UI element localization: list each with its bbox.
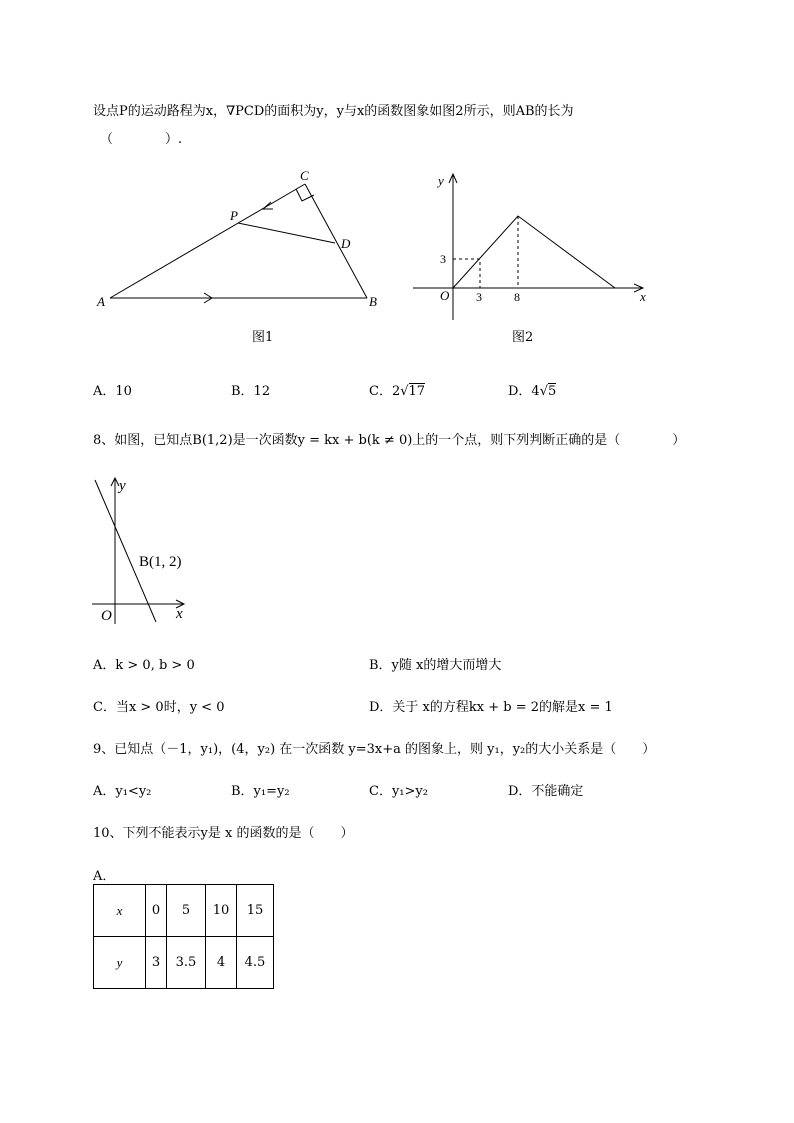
q7-stem-line1: 设点P的运动路程为x，∇PCD的面积为y，y与x的函数图象如图2所示，则AB的长为 (93, 104, 574, 119)
table-cell: 5 (167, 885, 206, 937)
sqrt-sign: √ (400, 384, 409, 399)
table-cell: 3 (146, 937, 167, 989)
segment-pd (238, 223, 335, 243)
figure-1 (95, 168, 395, 348)
q10-stem: 10、下列不能表示y是 x 的函数的是（ ） (93, 826, 354, 841)
q8-option-d: D．关于 x的方程kx + b = 2的解是x = 1 (369, 700, 613, 715)
fig2-axis-y: y (438, 173, 444, 188)
segment-ac (110, 184, 305, 298)
q10-table (93, 884, 274, 989)
q8-axis-x: x (176, 606, 183, 622)
q9-option-c: C．y₁>y₂ (369, 784, 428, 799)
table-cell: y (94, 937, 146, 989)
table-cell: 15 (237, 885, 274, 937)
q9-option-b: B．y₁=y₂ (231, 784, 290, 799)
label-p: P (230, 208, 238, 223)
q7-stem-line2: （ ）. (100, 132, 183, 147)
q7-option-c-radicand: 17 (408, 384, 426, 399)
label-d: D (341, 236, 351, 251)
q9-stem: 9、已知点（－1，y₁)，(4，y₂) 在一次函数 y=3x+a 的图象上，则 y₁，y₂的大小关系是（ ） (93, 742, 656, 757)
table-cell: 4.5 (237, 937, 274, 989)
figure-2 (408, 168, 658, 323)
q8-option-a: A．k > 0, b > 0 (93, 658, 195, 673)
q8-axis-y: y (119, 478, 126, 494)
figure-2-caption: 图2 (512, 330, 534, 345)
q9-option-a: A．y₁<y₂ (93, 784, 152, 799)
q7-option-a: A．10 (93, 384, 132, 399)
table-cell: x (94, 885, 146, 937)
table-row (94, 885, 274, 937)
label-c: C (300, 168, 309, 183)
label-a: A (97, 294, 105, 309)
fig2-axis-x: x (640, 289, 646, 304)
q7-option-d (508, 380, 556, 399)
fig2-tick-8: 8 (514, 290, 520, 304)
q8-graph (88, 474, 198, 626)
function-graph (453, 216, 615, 288)
q7-option-c-prefix: C．2 (369, 384, 401, 399)
q7-option-d-radicand: 5 (548, 384, 557, 399)
sqrt-sign: √ (539, 384, 548, 399)
q8-option-c: C．当x > 0时，y < 0 (93, 700, 225, 715)
fig2-origin: O (440, 288, 450, 303)
q8-line (95, 480, 156, 622)
fig2-ytick-3: 3 (440, 252, 446, 266)
q9-option-d: D．不能确定 (508, 784, 584, 799)
q8-origin: O (101, 608, 112, 624)
fig2-tick-3: 3 (476, 290, 482, 304)
table-cell: 0 (146, 885, 167, 937)
q7-option-b: B．12 (231, 384, 271, 399)
q10-option-a-label: A． (93, 869, 116, 884)
label-b: B (369, 294, 377, 309)
q7-option-d-prefix: D．4 (508, 384, 540, 399)
q8-point-label: B(1, 2) (139, 554, 182, 570)
table-row (94, 937, 274, 989)
table-cell: 3.5 (167, 937, 206, 989)
table-cell: 10 (206, 885, 237, 937)
q7-option-c (369, 380, 425, 399)
q8-option-b: B．y随 x的增大而增大 (369, 658, 502, 673)
segment-cb (305, 184, 367, 298)
q8-stem: 8、如图，已知点B(1,2)是一次函数y = kx + b(k ≠ 0)上的一个点，则下列判断正确的是（ ） (93, 433, 686, 448)
figure-1-caption: 图1 (252, 330, 274, 345)
table-cell: 4 (206, 937, 237, 989)
